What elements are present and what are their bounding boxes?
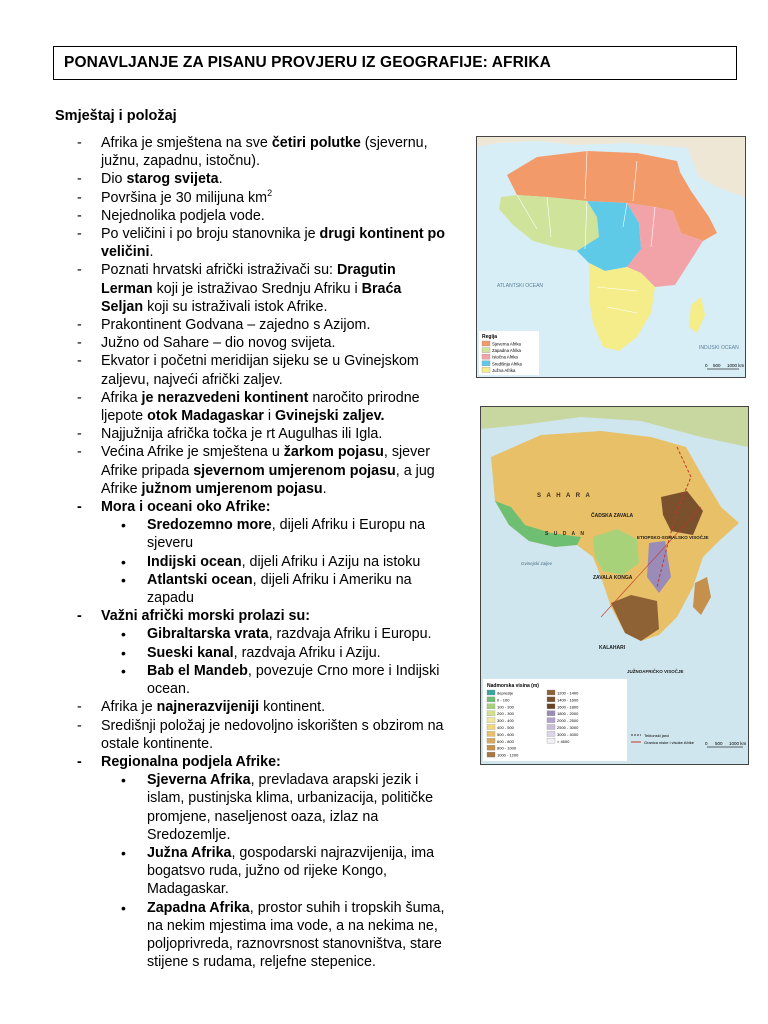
text: Afrike bbox=[101, 480, 142, 497]
scale-label: 0 bbox=[705, 363, 708, 368]
text: Po veličini i po broju stanovnika je bbox=[101, 226, 320, 243]
legend-label: Granica niske i visoke Afrike bbox=[644, 740, 695, 745]
text: Dio bbox=[101, 171, 127, 188]
ocean-label-indian: INDIJSKI OCEAN bbox=[699, 345, 739, 351]
emphasis: drugi kontinent po bbox=[319, 226, 446, 243]
emphasis: sjevernom umjerenom pojasu bbox=[193, 462, 396, 479]
list-item bbox=[77, 207, 477, 225]
legend-swatch bbox=[482, 354, 490, 359]
legend-swatch bbox=[547, 690, 555, 695]
sub-list-item bbox=[77, 662, 477, 698]
text: ocean. bbox=[147, 681, 190, 698]
legend-swatch bbox=[487, 711, 495, 716]
emphasis: Zapadna Afrika bbox=[147, 899, 250, 916]
list-item bbox=[77, 189, 477, 207]
legend-swatch bbox=[487, 731, 495, 736]
text: Većina Afrike je smještena u bbox=[101, 444, 284, 461]
ocean-label-atlantic: ATLANTSKI OCEAN bbox=[497, 283, 544, 289]
emphasis: Gvinejski zaljev. bbox=[275, 408, 385, 425]
list-item bbox=[77, 352, 477, 388]
dash: - bbox=[77, 335, 82, 352]
legend-swatch bbox=[547, 704, 555, 709]
legend-label: 100 - 200 bbox=[497, 704, 514, 710]
dash: - bbox=[77, 444, 82, 461]
emphasis: južnom umjerenom pojasu bbox=[141, 480, 323, 497]
label-south-african-plateau: JUŽNOAFRIČKO VISOČJE bbox=[627, 669, 684, 674]
legend-label: Tektonski jarci bbox=[644, 733, 670, 738]
legend-label: 500 - 600 bbox=[497, 731, 514, 737]
text: Prakontinent Godvana – zajedno s Azijom. bbox=[101, 317, 371, 334]
legend-label: Središnja Afrika bbox=[492, 361, 522, 367]
text: , gospodarski najrazvijenija, ima bbox=[231, 844, 435, 861]
list-item bbox=[77, 389, 477, 425]
label-kalahari: KALAHARI bbox=[599, 645, 626, 651]
legend-label: depresije bbox=[497, 690, 514, 696]
legend-title: Nadmorska visina (m) bbox=[487, 683, 539, 689]
emphasis: Braća bbox=[361, 280, 402, 297]
bullet: • bbox=[121, 517, 126, 534]
dash: - bbox=[77, 499, 82, 516]
text: koji su istraživali istok Afrike. bbox=[143, 298, 328, 315]
sub-list-item bbox=[77, 771, 477, 844]
text: ljepote bbox=[101, 408, 148, 425]
dash: - bbox=[77, 262, 82, 279]
label-chad-basin: ČADSKA ZAVALA bbox=[591, 513, 634, 519]
sub-list-item bbox=[77, 516, 477, 552]
legend-label: 1000 - 1200 bbox=[497, 752, 519, 758]
emphasis: Gibraltarska vrata bbox=[147, 626, 269, 643]
bullet: • bbox=[121, 662, 126, 679]
text: Afrika je smještena na sve bbox=[101, 135, 272, 151]
emphasis: veličini bbox=[101, 244, 150, 261]
emphasis: Atlantski ocean bbox=[147, 571, 253, 588]
emphasis: žarkom pojasu bbox=[283, 444, 384, 461]
dash: - bbox=[77, 207, 82, 224]
text: na nekim mjestima ima vode, a na nekima ne, bbox=[147, 917, 438, 934]
emphasis: starog svijeta bbox=[126, 171, 219, 188]
legend-swatch bbox=[547, 697, 555, 702]
scale-label: 1000 km bbox=[727, 363, 745, 368]
superscript: 2 bbox=[267, 187, 273, 198]
dash: - bbox=[77, 753, 82, 770]
sub-list-item bbox=[77, 644, 477, 662]
text: kontinent. bbox=[259, 699, 326, 716]
legend-swatch bbox=[487, 697, 495, 702]
emphasis: najnerazvijeniji bbox=[156, 699, 260, 716]
emphasis: Sueski kanal bbox=[147, 644, 234, 661]
list-item bbox=[77, 698, 477, 716]
scale-label: 0 bbox=[705, 741, 708, 746]
text: , prevladava arapski jezik i bbox=[250, 772, 419, 789]
legend-label: 1800 - 2000 bbox=[557, 711, 579, 717]
title-box bbox=[53, 46, 737, 80]
label-sahara: S A H A R A bbox=[537, 493, 592, 499]
text: stijene s rudama, reljefne stepenice. bbox=[147, 954, 376, 971]
bullet: • bbox=[121, 626, 126, 643]
text: Afrika je bbox=[101, 699, 157, 716]
text: . bbox=[149, 244, 154, 261]
dash: - bbox=[77, 426, 82, 443]
list-item bbox=[77, 261, 477, 316]
emphasis: Sjeverna Afrika bbox=[147, 772, 251, 789]
legend-label: Istočna Afrika bbox=[492, 354, 518, 360]
legend-swatch bbox=[487, 690, 495, 695]
text: južnu, zapadnu, istočnu). bbox=[101, 153, 260, 170]
emphasis: je nerazvedeni kontinent bbox=[141, 389, 309, 406]
text: , razdvaja Afriku i Aziju. bbox=[233, 644, 381, 661]
text: Poznati hrvatski afrički istraživači su: bbox=[101, 262, 337, 279]
list-item bbox=[77, 316, 477, 334]
list-heading bbox=[77, 498, 477, 516]
legend-label: 800 - 1000 bbox=[497, 745, 517, 751]
legend-label: 600 - 800 bbox=[497, 738, 514, 744]
label-ethiopian-highlands: ETIOPSKO-SOMALSKO VISOČJE bbox=[637, 535, 709, 540]
list-item bbox=[77, 225, 477, 261]
emphasis: Bab el Mandeb bbox=[147, 662, 248, 679]
list-item bbox=[77, 170, 477, 188]
label-sudan: S U D A N bbox=[545, 531, 586, 537]
text: zapadu bbox=[147, 590, 194, 607]
legend-swatch bbox=[487, 752, 495, 757]
emphasis: otok Madagaskar bbox=[147, 408, 264, 425]
section-heading: Smještaj i položaj bbox=[55, 108, 177, 124]
list-item bbox=[77, 134, 477, 170]
legend-swatch bbox=[482, 341, 490, 346]
legend-swatch bbox=[487, 738, 495, 743]
legend-title: Regija bbox=[482, 334, 498, 340]
text: zaljevu, najveći afrički zaljev. bbox=[101, 371, 283, 388]
sub-list-item bbox=[77, 625, 477, 643]
sub-list-item bbox=[77, 571, 477, 607]
text: koji je istraživao Srednju Afriku i bbox=[152, 280, 362, 297]
legend-swatch bbox=[487, 725, 495, 730]
sub-list-item bbox=[77, 899, 477, 972]
list-item bbox=[77, 425, 477, 443]
legend-label: 3000 - 4000 bbox=[557, 731, 579, 737]
sub-list-item bbox=[77, 553, 477, 571]
legend-label: 400 - 500 bbox=[497, 725, 514, 730]
legend-label: Južna Afrika bbox=[492, 367, 516, 373]
emphasis: Južna Afrika bbox=[147, 844, 232, 861]
emphasis: Regionalna podjela Afrike: bbox=[101, 753, 281, 770]
legend-swatch bbox=[547, 718, 555, 723]
legend-swatch bbox=[547, 725, 555, 730]
text: , dijeli Afriku i Europu na bbox=[271, 517, 426, 534]
notes-list bbox=[77, 134, 477, 971]
emphasis: Seljan bbox=[101, 298, 144, 315]
text: , povezuje Crno more i Indijski bbox=[247, 662, 440, 679]
page-title: PONAVLJANJE ZA PISANU PROVJERU IZ GEOGRAFIJE: AFRIKA bbox=[64, 54, 551, 71]
text: Afrika bbox=[101, 389, 142, 406]
text: Ekvator i početni meridijan sijeku se u Gvinejskom bbox=[101, 353, 419, 370]
emphasis: Indijski ocean bbox=[147, 553, 242, 570]
bullet: • bbox=[121, 644, 126, 661]
dash: - bbox=[77, 135, 82, 151]
text: islam, pustinjska klima, urbanizacija, političke bbox=[147, 790, 434, 807]
legend-label: Zapadna Afrika bbox=[492, 348, 521, 354]
text: , dijeli Afriku i Ameriku na bbox=[252, 571, 412, 588]
dash: - bbox=[77, 226, 82, 243]
text: Nejednolika podjela vode. bbox=[101, 207, 265, 224]
text: naročito prirodne bbox=[308, 389, 420, 406]
text: Madagaskar. bbox=[147, 881, 229, 898]
text: sjeveru bbox=[147, 535, 194, 552]
text: , prostor suhih i tropskih šuma, bbox=[249, 899, 445, 916]
text: Središnji položaj je nedovoljno iskorišten s obzirom na bbox=[101, 717, 444, 734]
emphasis: Dragutin bbox=[336, 262, 396, 279]
dash: - bbox=[77, 317, 82, 334]
legend-swatch bbox=[487, 718, 495, 723]
legend-swatch bbox=[482, 361, 490, 366]
emphasis: Važni afrički morski prolazi su: bbox=[101, 608, 310, 625]
sub-list-item bbox=[77, 844, 477, 899]
dash: - bbox=[77, 171, 82, 188]
legend-label: 200 - 300 bbox=[497, 711, 514, 717]
dash: - bbox=[77, 608, 82, 625]
emphasis: Lerman bbox=[101, 280, 153, 297]
legend-label: Sjeverna Afrika bbox=[492, 341, 521, 347]
text: promjene, naseljenost oaza, izlaz na bbox=[147, 808, 379, 825]
dash: - bbox=[77, 389, 82, 406]
legend-swatch bbox=[482, 367, 490, 372]
text: bogatsvo ruda, južno od rijeke Kongo, bbox=[147, 863, 388, 880]
bullet: • bbox=[121, 772, 126, 789]
dash: - bbox=[77, 699, 82, 716]
label-gulf-of-guinea: Gvinejski zaljev bbox=[521, 561, 553, 566]
text: Površina je 30 milijuna km bbox=[101, 189, 268, 206]
text: i bbox=[263, 408, 276, 425]
list-heading bbox=[77, 607, 477, 625]
legend-swatch bbox=[482, 348, 490, 353]
dash: - bbox=[77, 353, 82, 370]
legend-swatch bbox=[487, 704, 495, 709]
emphasis: četiri polutke bbox=[271, 135, 361, 151]
text: , a jug bbox=[395, 462, 435, 479]
dash: - bbox=[77, 717, 82, 734]
legend-label: 0 - 100 bbox=[497, 697, 510, 703]
relief-map-graphic bbox=[481, 407, 748, 764]
legend-label: > 4500 bbox=[557, 738, 570, 744]
bullet: • bbox=[121, 844, 126, 861]
regions-legend bbox=[479, 331, 539, 375]
regions-map bbox=[476, 136, 746, 378]
regions-map-graphic bbox=[477, 137, 745, 377]
list-item bbox=[77, 443, 477, 498]
dash: - bbox=[77, 189, 82, 206]
scale-label: 1000 km bbox=[729, 741, 747, 746]
list-item bbox=[77, 334, 477, 352]
list-heading bbox=[77, 753, 477, 771]
legend-swatch bbox=[547, 711, 555, 716]
legend-label: 1600 - 1800 bbox=[557, 704, 579, 710]
scale-label: 500 bbox=[715, 741, 723, 746]
relief-map bbox=[480, 406, 749, 765]
legend-label: 1200 - 1400 bbox=[557, 690, 579, 696]
bullet: • bbox=[121, 553, 126, 570]
text: Najjužnija afrička točka je rt Augulhas ili Igla. bbox=[101, 426, 383, 443]
text: . bbox=[322, 480, 327, 497]
text: , sjever bbox=[383, 444, 430, 461]
bullet: • bbox=[121, 571, 126, 588]
text: , dijeli Afriku i Aziju na istoku bbox=[241, 553, 421, 570]
legend-label: 2000 - 2500 bbox=[557, 718, 579, 724]
legend-swatch bbox=[487, 745, 495, 750]
text: . bbox=[218, 171, 223, 188]
legend-swatch bbox=[547, 738, 555, 743]
text: , razdvaja Afriku i Europu. bbox=[268, 626, 432, 643]
bullet: • bbox=[121, 899, 126, 916]
text: (sjevernu, bbox=[360, 135, 428, 151]
legend-label: 1400 - 1600 bbox=[557, 697, 579, 703]
legend-label: 2500 - 3000 bbox=[557, 725, 579, 730]
text: poljoprivreda, raznovrsnost stanovništva, stare bbox=[147, 935, 442, 952]
scale-label: 500 bbox=[713, 363, 721, 368]
emphasis: Sredozemno more bbox=[147, 517, 272, 534]
text: ostale kontinente. bbox=[101, 735, 214, 752]
legend-swatch bbox=[547, 731, 555, 736]
legend-label: 300 - 400 bbox=[497, 718, 514, 724]
text: Afrike pripada bbox=[101, 462, 194, 479]
label-congo-basin: ZAVALA KONGA bbox=[593, 575, 633, 581]
text: Južno od Sahare – dio novog svijeta. bbox=[101, 335, 336, 352]
list-item bbox=[77, 717, 477, 753]
text: Sredozemlje. bbox=[147, 826, 231, 843]
emphasis: Mora i oceani oko Afrike: bbox=[101, 499, 271, 516]
